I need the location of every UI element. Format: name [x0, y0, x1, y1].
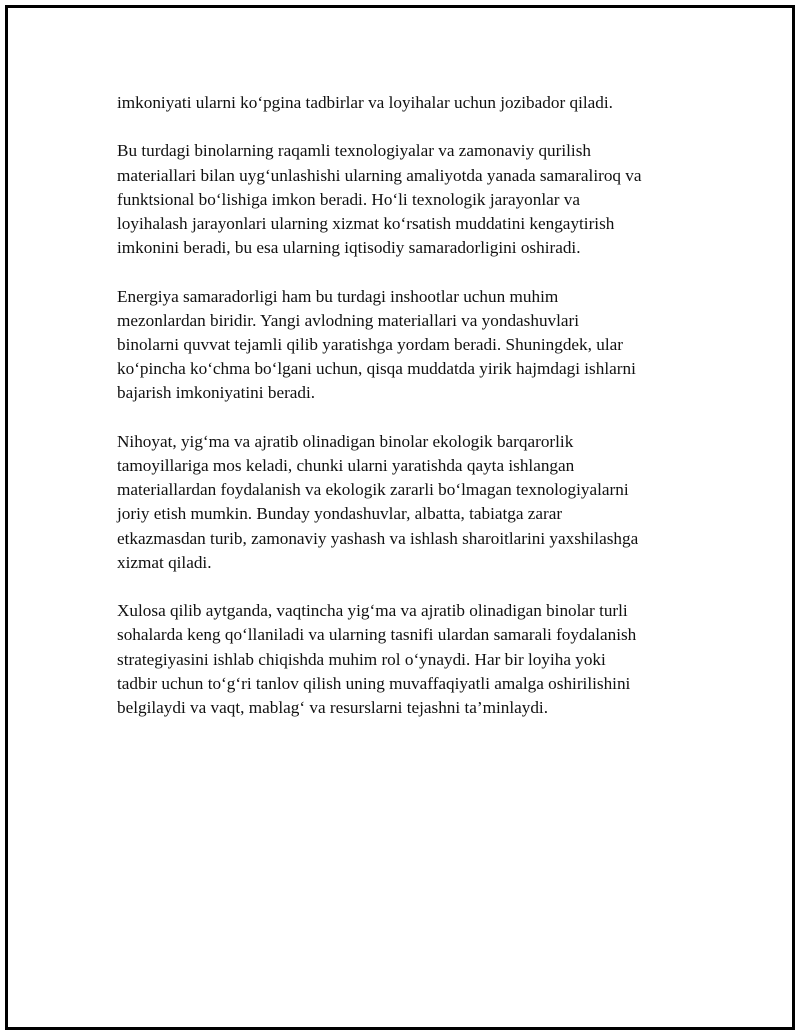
paragraph-3: Energiya samaradorligi ham bu turdagi inshootlar uchun muhim mezonlardan biridir. Yangi avlodning materiallari va yondashuvlari binolarni quvvat tejamli qilib yaratishga yordam beradi. Shuningdek, ular ko‘pincha ko‘chma bo‘lgani uchun, qisqa muddatda yirik hajmdagi ishlarni bajarish imkoniyatini beradi.	[117, 286, 636, 403]
paragraph-4: Nihoyat, yig‘ma va ajratib olinadigan binolar ekologik barqarorlik tamoyillariga mos keladi, chunki ularni yaratishda qayta ishlangan materiallardan foydalanish va ekologik zararli bo‘lmagan texnologiyalarni joriy etish mumkin. Bunday yondashuvlar, albatta, tabiatga zarar etkazmasdan turib, zamonaviy yashash va ishlash sharoitlarini yaxshilashga xizmat qiladi.	[117, 431, 639, 572]
paragraph-2: Bu turdagi binolarning raqamli texnologiyalar va zamonaviy qurilish materiallari bilan uyg‘unlashishi ularning amaliyotda yanada samaraliroq va funktsional bo‘lishiga imkon beradi. Ho‘li texnologik jarayonlar va loyihalash jarayonlari ularning xizmat ko‘rsatish muddatini kengaytirish imkonini beradi, bu esa ularning iqtisodiy samaradorligini oshiradi.	[117, 141, 642, 258]
paragraph-1: imkoniyati ularni ko‘pgina tadbirlar va loyihalar uchun jozibador qiladi.	[117, 93, 613, 112]
paragraph-5: Xulosa qilib aytganda, vaqtincha yig‘ma va ajratib olinadigan binolar turli sohalarda keng qo‘llaniladi va ularning tasnifi ulardan samarali foydalanish strategiyasini ishlab chiqishda muhim rol o‘ynaydi. Har bir loyiha yoki tadbir uchun to‘g‘ri tanlov qilish uning muvaffaqiyatli amalga oshirilishini belgilaydi va vaqt, mablag‘ va resurslarni tejashni ta’minlaydi.	[117, 601, 637, 718]
document-body	[117, 91, 687, 744]
